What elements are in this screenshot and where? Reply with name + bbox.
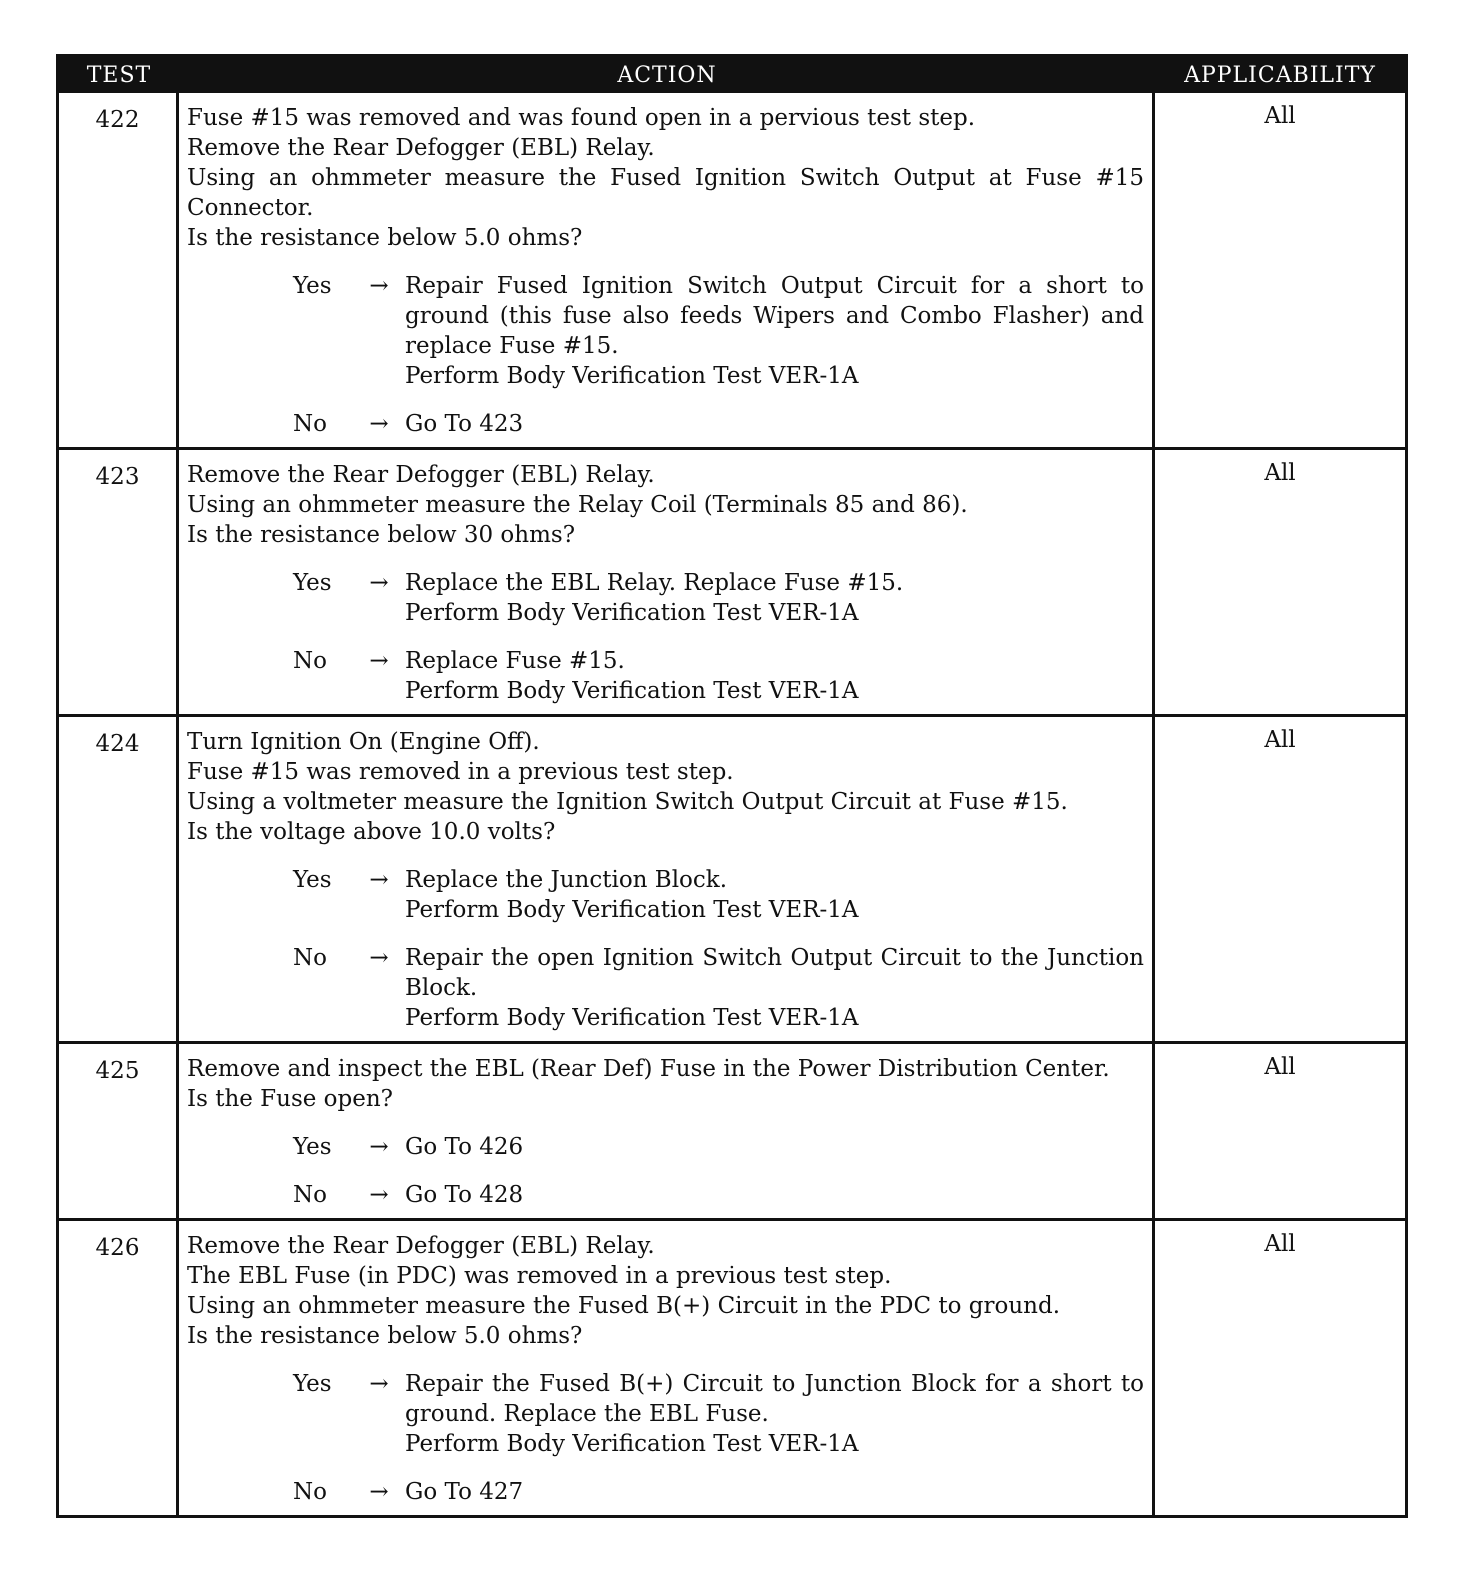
- test-number: 425: [59, 1044, 179, 1218]
- option-text: [405, 409, 1144, 439]
- test-number: 422: [59, 93, 179, 447]
- header-test: TEST: [86, 62, 152, 88]
- option-label: Yes: [293, 1371, 332, 1397]
- table-row: [59, 447, 1405, 714]
- result-option: [187, 568, 1144, 628]
- action-line: The EBL Fuse (in PDC) was removed in a previous test step.: [187, 1263, 892, 1289]
- option-label: No: [293, 1182, 327, 1208]
- action-line: Using an ohmmeter measure the Fused B(+) Circuit in the PDC to ground.: [187, 1293, 1061, 1319]
- action-line: Remove the Rear Defogger (EBL) Relay.: [187, 135, 655, 161]
- applicability-cell: All: [1264, 727, 1296, 753]
- action-cell: [179, 1221, 1155, 1515]
- table-row: [59, 1041, 1405, 1218]
- option-line: Go To 428: [405, 1182, 524, 1208]
- action-line: Using a voltmeter measure the Ignition Switch Output Circuit at Fuse #15.: [187, 789, 1068, 815]
- header-applicability: APPLICABILITY: [1184, 62, 1376, 88]
- table-header: [59, 57, 1405, 93]
- arrow-icon: →: [369, 1371, 389, 1397]
- option-text: [405, 865, 1144, 925]
- option-text: [405, 271, 1144, 391]
- test-number: 426: [59, 1221, 179, 1515]
- option-line: Replace Fuse #15.: [405, 648, 625, 674]
- arrow-icon: →: [369, 1479, 389, 1505]
- diagnostic-table: [56, 54, 1408, 1518]
- option-label: No: [293, 1479, 327, 1505]
- action-line: Fuse #15 was removed in a previous test step.: [187, 759, 734, 785]
- option-text: [405, 943, 1144, 1033]
- option-label: No: [293, 648, 327, 674]
- option-line: Go To 426: [405, 1134, 524, 1160]
- arrow-icon: →: [369, 570, 389, 596]
- result-option: [187, 1132, 1144, 1162]
- result-option: [187, 271, 1144, 391]
- result-option: [187, 943, 1144, 1033]
- option-text: [405, 1132, 1144, 1162]
- applicability-cell: All: [1264, 103, 1296, 129]
- action-line: Using an ohmmeter measure the Fused Ignition Switch Output at Fuse #15 Connector.: [187, 165, 1144, 221]
- option-label: No: [293, 411, 327, 437]
- option-label: No: [293, 945, 327, 971]
- option-line: Perform Body Verification Test VER-1A: [405, 363, 859, 389]
- option-line: Perform Body Verification Test VER-1A: [405, 678, 859, 704]
- applicability-cell: All: [1264, 1054, 1296, 1080]
- applicability-cell: All: [1264, 1231, 1296, 1257]
- action-cell: [179, 717, 1155, 1041]
- arrow-icon: →: [369, 273, 389, 299]
- option-line: Repair the Fused B(+) Circuit to Junction Block for a short to ground. Replace the EBL Fuse.: [405, 1371, 1144, 1427]
- option-label: Yes: [293, 570, 332, 596]
- result-option: [187, 1477, 1144, 1507]
- result-option: [187, 409, 1144, 439]
- action-line: Is the Fuse open?: [187, 1086, 394, 1112]
- table-row: [59, 93, 1405, 447]
- test-number: 423: [59, 450, 179, 714]
- arrow-icon: →: [369, 1134, 389, 1160]
- option-line: Repair the open Ignition Switch Output Circuit to the Junction Block.: [405, 945, 1144, 1001]
- table-row: [59, 1218, 1405, 1515]
- action-line: Is the resistance below 30 ohms?: [187, 522, 576, 548]
- action-line: Is the resistance below 5.0 ohms?: [187, 225, 583, 251]
- option-label: Yes: [293, 867, 332, 893]
- arrow-icon: →: [369, 411, 389, 437]
- table-row: [59, 714, 1405, 1041]
- test-number: 424: [59, 717, 179, 1041]
- option-text: [405, 568, 1144, 628]
- result-option: [187, 1180, 1144, 1210]
- action-line: Using an ohmmeter measure the Relay Coil (Terminals 85 and 86).: [187, 492, 968, 518]
- option-line: Perform Body Verification Test VER-1A: [405, 1005, 859, 1031]
- arrow-icon: →: [369, 945, 389, 971]
- option-line: Perform Body Verification Test VER-1A: [405, 1431, 859, 1457]
- option-label: Yes: [293, 1134, 332, 1160]
- option-line: Perform Body Verification Test VER-1A: [405, 600, 859, 626]
- option-text: [405, 1369, 1144, 1459]
- result-option: [187, 646, 1144, 706]
- action-cell: [179, 1044, 1155, 1218]
- result-option: [187, 1369, 1144, 1459]
- action-cell: [179, 450, 1155, 714]
- option-text: [405, 1180, 1144, 1210]
- action-line: Remove and inspect the EBL (Rear Def) Fuse in the Power Distribution Center.: [187, 1056, 1110, 1082]
- option-line: Repair Fused Ignition Switch Output Circuit for a short to ground (this fuse also feeds Wipers and Combo Flasher) and replace Fuse #15.: [405, 273, 1144, 359]
- result-option: [187, 865, 1144, 925]
- option-line: Go To 423: [405, 411, 524, 437]
- arrow-icon: →: [369, 1182, 389, 1208]
- header-action: ACTION: [617, 62, 717, 88]
- action-line: Turn Ignition On (Engine Off).: [187, 729, 540, 755]
- option-text: [405, 646, 1144, 706]
- action-line: Fuse #15 was removed and was found open in a pervious test step.: [187, 105, 976, 131]
- option-line: Perform Body Verification Test VER-1A: [405, 897, 859, 923]
- arrow-icon: →: [369, 648, 389, 674]
- option-line: Replace the EBL Relay. Replace Fuse #15.: [405, 570, 904, 596]
- table-body: [59, 93, 1405, 1515]
- action-line: Is the voltage above 10.0 volts?: [187, 819, 556, 845]
- applicability-cell: All: [1264, 460, 1296, 486]
- action-line: Is the resistance below 5.0 ohms?: [187, 1323, 583, 1349]
- option-text: [405, 1477, 1144, 1507]
- option-line: Replace the Junction Block.: [405, 867, 728, 893]
- action-line: Remove the Rear Defogger (EBL) Relay.: [187, 462, 655, 488]
- option-label: Yes: [293, 273, 332, 299]
- option-line: Go To 427: [405, 1479, 524, 1505]
- action-cell: [179, 93, 1155, 447]
- arrow-icon: →: [369, 867, 389, 893]
- action-line: Remove the Rear Defogger (EBL) Relay.: [187, 1233, 655, 1259]
